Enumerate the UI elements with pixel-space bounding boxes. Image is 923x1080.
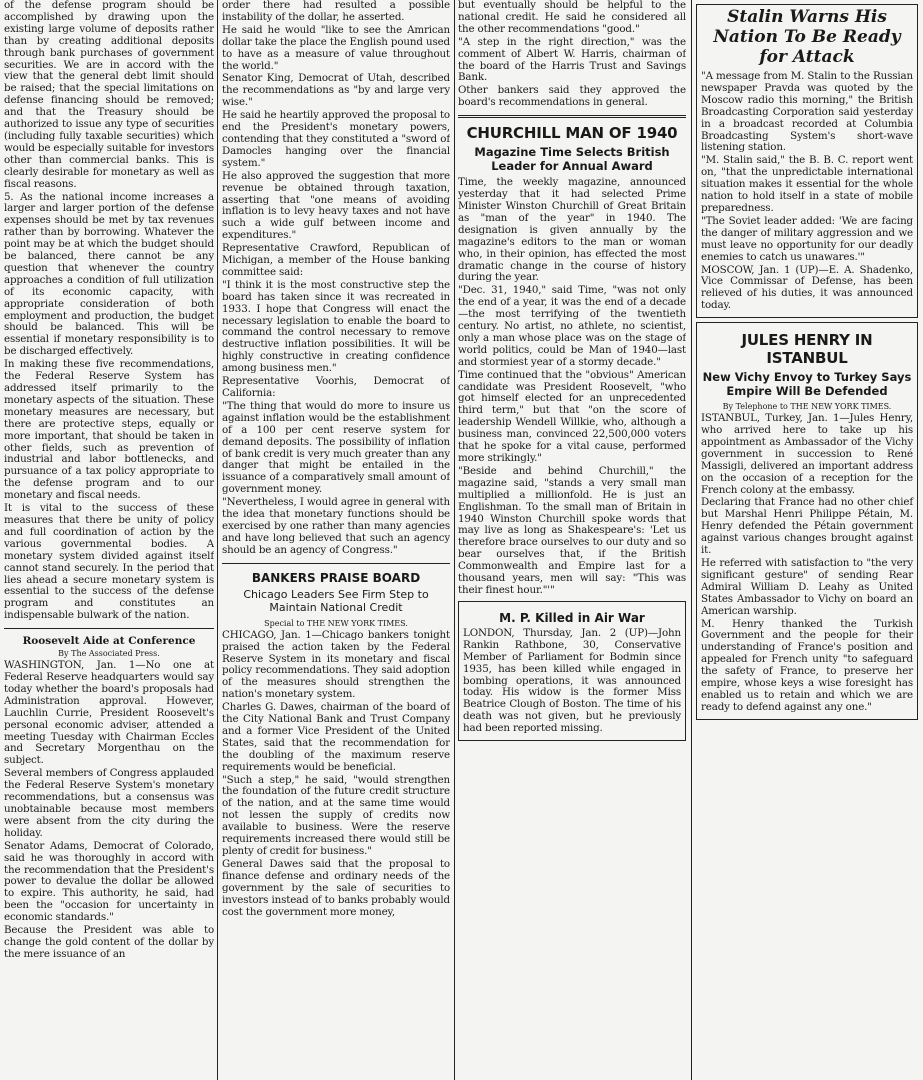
article-paragraph: "A message from M. Stalin to the Russian newspaper Pravda was quoted by the Moscow radio this morning," the British Broadcasting Corporation said yesterday in a broadcast recorded at Columbia Broadcasting System's short-wave listening station.	[701, 70, 913, 154]
boxed-article	[696, 4, 918, 318]
article-paragraph: M. Henry thanked the Turkish Government and the people for their understanding of France's position and appealed for French unity "to safeguard the safety of France, to preserve her empire, whose keys a wise foresight has enabled us to retain and which we are ready to defend against any one."	[701, 617, 913, 713]
article-paragraph: Senator King, Democrat of Utah, described the recommendations as "by and large very wise."	[222, 72, 450, 109]
article-paragraph: He said he would "like to see the Amrican dollar take the place the English pound used to have as a measure of value throughout the world."	[222, 23, 450, 72]
article-paragraph: Several members of Congress applauded the Federal Reserve System's monetary recommendations, but a consensus was unobtainable because most members were absent from the city during the holiday.	[4, 767, 214, 839]
article-paragraph: He referred with satisfaction to "the very significant gesture" of sending Rear Admiral William D. Leahy as United States Ambassador to Vichy on board an American warship.	[701, 557, 913, 617]
boxed-article	[458, 601, 686, 741]
article-paragraph: He also approved the suggestion that more revenue be obtained through taxation, asserting that "one means of avoiding inflation is to levy heavy taxes and not have such a wide gulf between income and expenditures."	[222, 169, 450, 242]
divider	[458, 115, 686, 118]
article-paragraph: "I think it is the most constructive step the board has taken since it was recreated in 1933. I hope that Congress will enact the necessary legislation to enable the board to command the control necessary to remove destructive inflation possibilities. It will be highly constructive in creating confidence among business men."	[222, 278, 450, 375]
boxed-article	[696, 322, 918, 720]
article-paragraph: Representative Crawford, Republican of Michigan, a member of the House banking committee said:	[222, 242, 450, 278]
column-rule	[217, 0, 218, 1080]
column-rule	[454, 0, 455, 1080]
article-paragraph: ISTANBUL, Turkey, Jan. 1—Jules Henry, who arrived here to take up his appointment as Ambassador of the Vichy government in succession to René Massigli, delivered an important address on the occasion of a reception for the French colony at the embassy.	[701, 412, 913, 496]
article-paragraph: "A step in the right direction," was the comment of Albert W. Harris, chairman of the board of the Harris Trust and Savings Bank.	[458, 35, 686, 84]
article-subheadline: Magazine Time Selects British Leader for Annual Award	[474, 145, 670, 174]
byline: Special to THE NEW YORK TIMES.	[264, 618, 408, 628]
article-paragraph: "Dec. 31, 1940," said Time, "was not only the end of a year, it was the end of a decade—the most terrifying of the twentieth century. No artist, no athlete, no scientist, only a man whose place was on the stage of world politics, could be Man of 1940—last and stormiest year of a stormy decade."	[458, 284, 686, 368]
article-paragraph: Time, the weekly magazine, announced yesterday that it had selected Prime Minister Winston Churchill of Great Britain as "man of the year" in 1940. The designation is given annually by the magazine's editors to the man or woman who, in their opinion, has effected the most dramatic change in the course of history during the year.	[458, 176, 686, 284]
article-paragraph: Representative Voorhis, Democrat of California:	[222, 375, 450, 399]
article-paragraph: "Nevertheless, I would agree in general with the idea that monetary functions should be exercised by one rather than many agencies and have long believed that such an agency should be an agency of Congress."	[222, 496, 450, 556]
article-paragraph: Other bankers said they approved the board's recommendations in general.	[458, 84, 686, 109]
article-paragraph: MOSCOW, Jan. 1 (UP)—E. A. Shadenko, Vice Commissar of Defense, has been relieved of his duties, it was announced today.	[701, 263, 913, 312]
article-paragraph: but eventually should be helpful to the national credit. He said he considered all the other recommendations "good."	[458, 0, 686, 35]
article-paragraph: General Dawes said that the proposal to finance defense and ordinary needs of the government by the sale of securities to investors instead of to banks probably would cost the government more money,	[222, 857, 450, 918]
article-paragraph: In making these five recommendations, the Federal Reserve System has addressed itself primarily to the monetary aspects of the situation. These monetary measures are necessary, but there are protective steps, equally or more important, that should be taken in other fields, such as prevention of industrial and labor bottlenecks, and pursuance of a tax policy appropriate to the defense program and to our monetary and fiscal needs.	[4, 358, 214, 502]
byline: By The Associated Press.	[58, 649, 160, 659]
article-paragraph: It is vital to the success of these measures that there be unity of policy and full coordination of action by the various governmental bodies. A monetary system divided against itself cannot stand securely. In the period that lies ahead a secure monetary system is essential to the success of the defense program and constitutes an indispensable bulwark of the nation.	[4, 502, 214, 622]
divider	[4, 628, 214, 629]
article-paragraph: "M. Stalin said," the B. B. C. report went on, "that the unpredictable international situation makes it essential for the whole nation to hold itself in a state of mobile preparedness.	[701, 154, 913, 214]
column-1	[4, 0, 214, 1080]
article-paragraph: Charles G. Dawes, chairman of the board of the City National Bank and Trust Company and a former Vice President of the United States, said that the recommendation for the doubling of the maximum reserve requirements would be beneficial.	[222, 701, 450, 773]
article-paragraph: He said he heartily approved the proposal to end the President's monetary powers, contending that they constituted a "sword of Damocles hanging over the financial system."	[222, 109, 450, 169]
column-4	[696, 0, 918, 1080]
article-headline: JULES HENRY IN ISTANBUL	[741, 331, 873, 368]
column-3	[458, 0, 686, 1080]
article-headline: Stalin Warns His Nation To Be Ready for Attack	[713, 7, 901, 67]
article-headline: BANKERS PRAISE BOARD	[251, 570, 421, 585]
article-paragraph: LONDON, Thursday, Jan. 2 (UP)—John Rankin Rathbone, 30, Conservative Member of Parliament for Bodmin since 1935, has been killed while engaged in bombing operations, it was announced today. His widow is the former Miss Beatrice Clough of Boston. The time of his death was not given, but he previously had been reported missing.	[463, 626, 681, 735]
article-paragraph: Time continued that the "obvious" American candidate was President Roosevelt, "who got himself elected for an unprecedented third term," but that "on the score of leadership Wendell Willkie, who, although a business man, convinced 22,500,000 voters that he spoke for a vital cause, performed more strikingly."	[458, 368, 686, 464]
article-subheadline: New Vichy Envoy to Turkey Says Empire Will Be Defended	[702, 370, 912, 399]
section-heading: Roosevelt Aide at Conference	[22, 635, 196, 648]
article-paragraph: Declaring that France had no other chief but Marshal Henri Philippe Pétain, M. Henry defended the Pétain government against various changes brought against it.	[701, 496, 913, 557]
article-paragraph: CHICAGO, Jan. 1—Chicago bankers tonight praised the action taken by the Federal Reserve System in its monetary and fiscal policy recommendations. They said adoption of the measures should strengthen the nation's monetary system.	[222, 628, 450, 701]
column-2	[222, 0, 450, 1080]
article-paragraph: "Such a step," he said, "would strengthen the foundation of the future credit structure of the nation, and at the same time would not lessen the supply of credits now available to business. Were the reserve requirements increased there would still be plenty of credit for business."	[222, 773, 450, 857]
article-paragraph: Senator Adams, Democrat of Colorado, said he was thoroughly in accord with the recommendation that the President's power to devalue the dollar be allowed to expire. This authority, he said, had been the "occasion for uncertainty in economic standards."	[4, 839, 214, 924]
column-rule	[691, 0, 692, 1080]
article-paragraph: "The Soviet leader added: 'We are facing the danger of military aggression and we must leave no opportunity for our deadly enemies to catch us unawares.'"	[701, 214, 913, 263]
article-paragraph: order there had resulted a possible instability of the dollar, he asserted.	[222, 0, 450, 23]
article-paragraph: of the defense program should be accomplished by drawing upon the existing large volume of deposits rather than by creating additional deposits through bank purchases of government securities. We are in accord with the view that the general debt limit should be raised; that the special limitations on defense financing should be removed; and that the Treasury should be authorized to issue any type of securities (including fully taxable securities) which would be especially suitable for investors other than commercial banks. This is clearly desirable for monetary as well as fiscal reasons.	[4, 0, 214, 190]
byline: By Telephone to THE NEW YORK TIMES.	[722, 402, 892, 412]
article-paragraph: Because the President was able to change the gold content of the dollar by the mere issuance of an	[4, 924, 214, 960]
article-paragraph: "Beside and behind Churchill," the magazine said, "stands a very small man multiplied a millionfold. He is just an Englishman. To the small man of Britain in 1940 Winston Churchill spoke words that may live as long as Shakespeare's: 'Let us therefore brace ourselves to our duty and so bear ourselves that, if the British Commonwealth and Empire last for a thousand years, men will say: "This was their finest hour."'"	[458, 464, 686, 596]
article-headline: CHURCHILL MAN OF 1940	[466, 124, 678, 143]
article-paragraph: "The thing that would do more to insure us against inflation would be the establishment of a 100 per cent reserve system for demand deposits. The possibility of inflation of bank credit is very much greater than any danger that might be entailed in the issuance of a comparatively small amount of government money.	[222, 399, 450, 496]
article-paragraph: WASHINGTON, Jan. 1—No one at Federal Reserve headquarters would say today whether the board's proposals had Administration approval. However, Lauchlin Currie, President Roosevelt's personal economic adviser, attended a meeting Tuesday with Chairman Eccles and Secretary Morgenthau on the subject.	[4, 659, 214, 767]
article-subheadline: Chicago Leaders See Firm Step to Maintain National Credit	[243, 587, 429, 615]
article-paragraph: 5. As the national income increases a larger and larger portion of the defense expenses should be met by tax revenues rather than by borrowing. Whatever the point may be at which the budget should be balanced, there cannot be any question that whenever the country approaches a condition of full utilization of its economic capacity, with appropriate consideration of both employment and production, the budget should be balanced. This will be essential if monetary responsibility is to be discharged effectively.	[4, 190, 214, 358]
divider	[222, 563, 450, 564]
article-headline: M. P. Killed in Air War	[499, 610, 645, 625]
